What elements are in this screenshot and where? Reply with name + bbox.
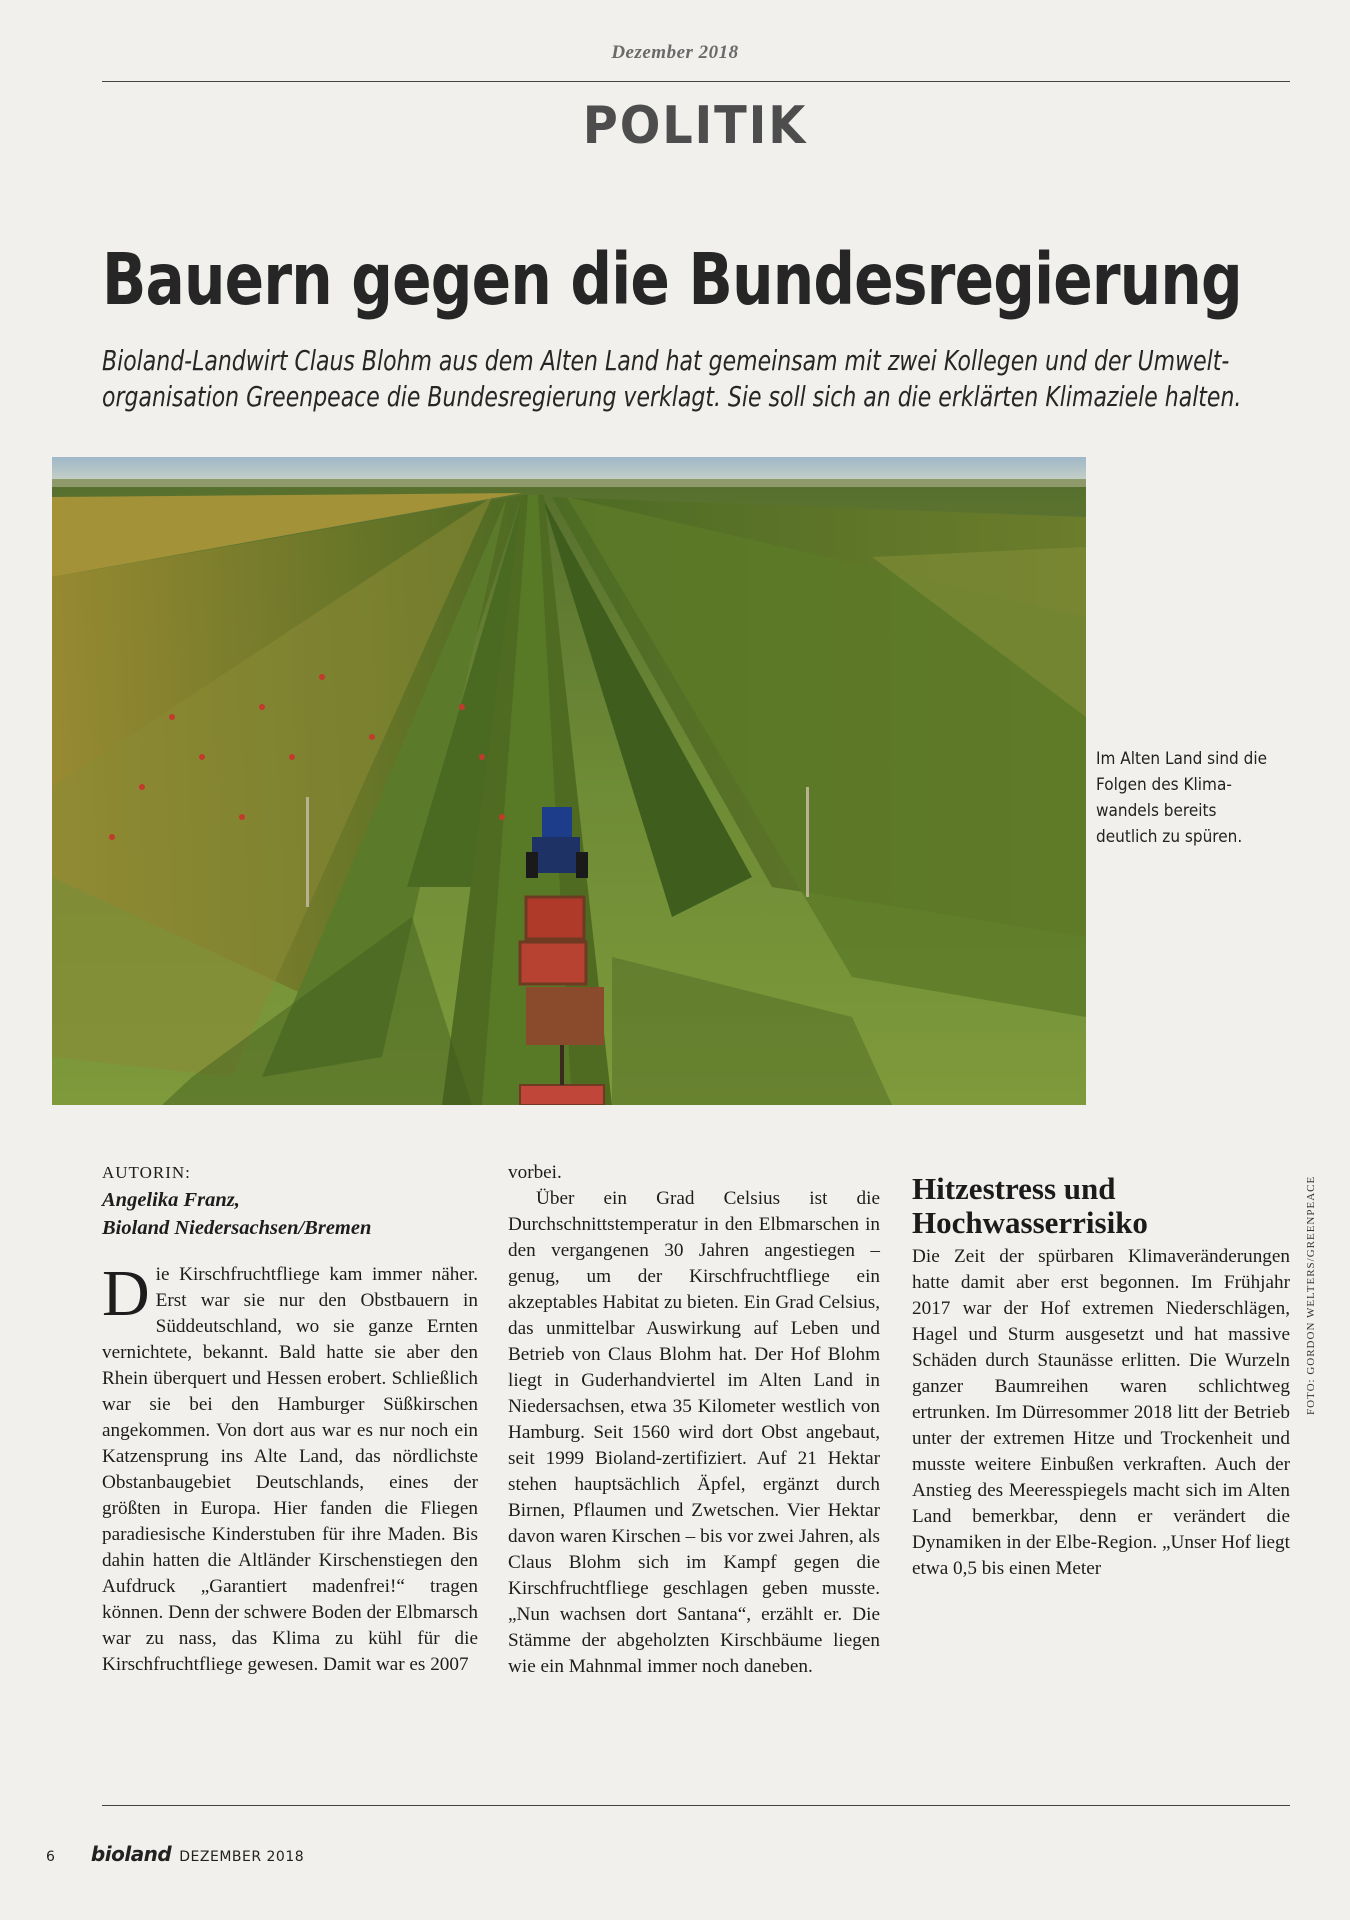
- standfirst-line: Bioland-Landwirt Claus Blohm aus dem Alten Land hat gemeinsam mit zwei Kollegen und der Umwelt-: [102, 345, 1230, 377]
- body-paragraph-3: Die Zeit der spürbaren Klimaveränderungen hatte damit aber erst begonnen. Im Frühjahr 2017 war der Hof extremen Niederschlägen, Hagel und Sturm ausgesetzt und hat massive Schäden durch Staunässe erlitten. Die Wurzeln ganzer Baumreihen waren schlichtweg ertrunken. Im Dürresommer 2018 litt der Betrieb unter der extremen Hitze und Trockenheit und musste weitere Einbußen verkraften. Auch der Anstieg des Meeresspiegels macht sich im Alten Land bemerkbar, denn er verändert die Dynamiken in der Elbe-Region. „Unser Hof liegt etwa 0,5 bis einen Meter: [912, 1246, 1290, 1579]
- caption-line: Im Alten Land sind die: [1096, 749, 1268, 769]
- author-affiliation: Bioland Niedersachsen/Bremen: [102, 1217, 372, 1239]
- photo-caption: [1096, 746, 1285, 850]
- issue-label: DEZEMBER 2018: [179, 1849, 305, 1865]
- section-rubric: POLITIK: [582, 96, 808, 156]
- article-standfirst: [102, 343, 1278, 415]
- header-rule: [102, 81, 1290, 82]
- author-name: Angelika Franz,: [102, 1189, 240, 1211]
- article-headline: Bauern gegen die Bundesregierung: [102, 238, 1242, 321]
- page-number: 6: [46, 1849, 55, 1865]
- subheading: Hitzestress und Hochwasserrisiko: [912, 1171, 1148, 1240]
- magazine-logo: bioland: [90, 1842, 172, 1866]
- standfirst-line: organisation Greenpeace die Bundesregierung verklagt. Sie soll sich an die erklärten Klimaziele halten.: [102, 381, 1242, 413]
- issue-date: Dezember 2018: [611, 42, 739, 63]
- caption-line: wandels bereits: [1096, 801, 1217, 821]
- caption-line: Folgen des Klima-: [1096, 775, 1232, 795]
- author-byline: [102, 1186, 478, 1242]
- body-paragraph-1: [102, 1257, 478, 1678]
- article-column-1: [102, 1160, 478, 1678]
- caption-line: deutlich zu spüren.: [1096, 827, 1243, 847]
- photo-credit: FOTO: GORDON WELTERS/GREENPEACE: [1305, 1175, 1317, 1415]
- author-label: AUTORIN:: [102, 1163, 191, 1182]
- body-paragraph-2: Über ein Grad Celsius ist die Durchschnittstemperatur in den Elbmarschen in den vergangenen 30 Jahren angestiegen – genug, um der Kirschfruchtfliege ein akzeptables Habitat zu bieten. Ein Grad Celsius, das unmittelbar Auswirkung auf Leben und Betrieb von Claus Blohm hat. Der Hof Blohm liegt in Guderhandviertel im Alten Land in Niedersachsen, etwa 35 Kilometer westlich von Hamburg. Seit 1560 wird dort Obst angebaut, seit 1999 Bioland-zertifiziert. Auf 21 Hektar stehen hauptsächlich Äpfel, ergänzt durch Birnen, Pflaumen und Zwetschen. Vier Hektar davon waren Kirschen – bis vor zwei Jahren, als Claus Blohm sich im Kampf gegen die Kirschfruchtfliege geschlagen geben musste. „Nun wachsen dort Santana“, erzählt er. Die Stämme der abgeholzten Kirschbäume liegen wie ein Mahnmal immer noch daneben.: [508, 1188, 880, 1677]
- article-column-2: [508, 1160, 880, 1680]
- page-footer: [46, 1842, 304, 1866]
- drop-cap: D: [102, 1257, 150, 1330]
- footer-rule: [102, 1805, 1290, 1806]
- paragraph-1-continuation: vorbei.: [508, 1162, 562, 1183]
- article-column-3: [912, 1160, 1290, 1582]
- orchard-photo: [52, 457, 1086, 1105]
- paragraph-1-text: ie Kirschfruchtfliege kam immer näher. Erst war sie nur den Obstbauern in Süddeutschland, wo sie ganze Ernten vernichtete, bekannt. Bald hatte sie aber den Rhein überquert und Hessen erobert. Schließlich war sie bei den Hamburger Süßkirschen angekommen. Von dort aus war es nur noch ein Katzensprung ins Alte Land, das nördlichste Obstanbaugebiet Deutschlands, eines der größten in Europa. Hier fanden die Fliegen paradiesische Kinderstuben für ihre Maden. Bis dahin hatten die Altländer Kirschenstiegen den Aufdruck „Garantiert madenfrei!“ tragen können. Denn der schwere Boden der Elbmarsch war zu nass, das Klima zu kühl für die Kirschfruchtfliege gewesen. Damit war es 2007: [102, 1264, 478, 1675]
